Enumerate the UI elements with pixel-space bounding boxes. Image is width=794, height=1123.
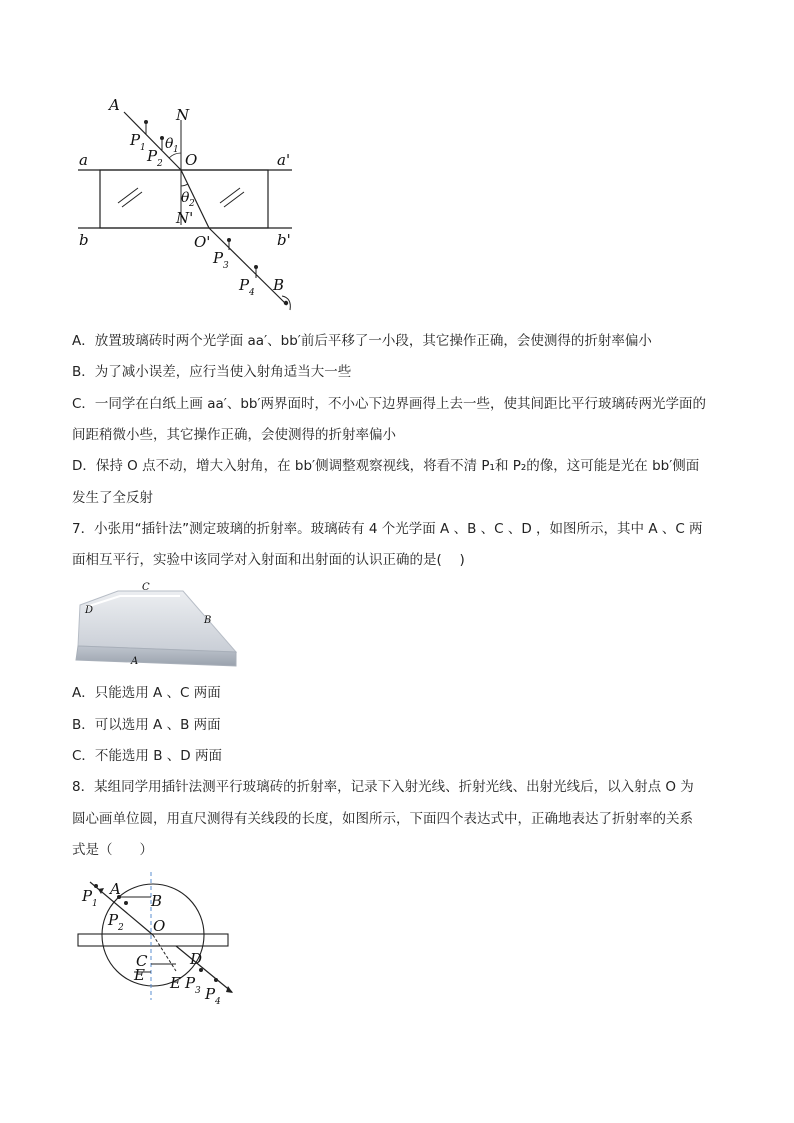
label-B: B xyxy=(204,615,212,626)
label-b-prime: b' xyxy=(277,231,291,249)
label-P2: P xyxy=(108,911,119,929)
svg-text:2: 2 xyxy=(118,923,124,933)
label-a: a xyxy=(79,151,88,169)
q8-stem-line2: 圆心画单位圆，用直尺测得有关线段的长度，如图所示，下面四个表达式中，正确地表达了折射率的关系 xyxy=(72,811,693,827)
label-D: D xyxy=(85,605,94,616)
label-O: O xyxy=(185,151,198,169)
label-C: C xyxy=(136,952,148,970)
figure-unit-circle-refraction xyxy=(75,868,250,1008)
svg-text:3: 3 xyxy=(195,986,201,996)
svg-text:4: 4 xyxy=(249,288,255,298)
option-a: A．放置玻璃砖时两个光学面 aa′、bb′前后平移了一小段，其它操作正确，会使测得的折射率偏小 xyxy=(72,333,652,349)
label-E-left: E xyxy=(134,966,145,984)
figure-trapezoid-glass-block xyxy=(72,578,247,673)
option-c-line1: C．一同学在白纸上画 aa′、bb′两界面时，不小心下边界画得上去一些，使其间距比平行玻璃砖两光学面的 xyxy=(72,396,707,412)
label-E: E xyxy=(170,974,181,992)
label-b: b xyxy=(79,231,89,249)
option-c-line2: 间距稍微小些，其它操作正确，会使测得的折射率偏小 xyxy=(72,427,396,443)
label-O-prime: O' xyxy=(194,233,211,251)
label-C: C xyxy=(142,582,150,593)
figure-parallel-glass-refraction xyxy=(70,95,310,320)
label-theta1: θ xyxy=(165,136,174,152)
q7-stem-line1: 7．小张用“插针法”测定玻璃的折射率。玻璃砖有 4 个光学面 A 、B 、C 、D ，如图所示，其中 A 、C 两 xyxy=(72,521,703,537)
option-b: B．为了减小误差，应行当使入射角适当大一些 xyxy=(72,364,352,380)
label-P3: P xyxy=(213,249,224,267)
label-N: N xyxy=(176,106,190,124)
label-D: D xyxy=(190,950,203,968)
label-theta2: θ xyxy=(181,190,190,206)
label-O: O xyxy=(153,917,166,935)
q7-stem-line2: 面相互平行，实验中该同学对入射面和出射面的认识正确的是( ) xyxy=(72,552,465,568)
option-d-line1: D．保持 O 点不动，增大入射角，在 bb′侧调整观察视线，将看不清 P₁和 P₂的像，这可能是光在 bb′侧面 xyxy=(72,458,700,474)
q7-option-c: C．不能选用 B 、D 两面 xyxy=(72,748,222,764)
svg-text:1: 1 xyxy=(140,143,146,153)
svg-text:2: 2 xyxy=(157,159,163,169)
label-A: A xyxy=(131,656,139,667)
label-P4: P xyxy=(205,985,216,1003)
svg-text:3: 3 xyxy=(223,261,229,271)
label-P3: P xyxy=(185,974,196,992)
label-A: A xyxy=(109,96,120,114)
label-N-prime: N' xyxy=(176,209,194,227)
label-P1: P xyxy=(82,887,93,905)
label-P2: P xyxy=(147,147,158,165)
q8-stem-line3: 式是（ ） xyxy=(72,842,153,858)
svg-text:1: 1 xyxy=(92,899,98,909)
label-P1: P xyxy=(130,131,141,149)
q8-stem-line1: 8．某组同学用插针法测平行玻璃砖的折射率，记录下入射光线、折射光线、出射光线后，以入射点 O 为 xyxy=(72,779,694,795)
svg-text:4: 4 xyxy=(215,997,221,1007)
q7-option-b: B．可以选用 A 、B 两面 xyxy=(72,717,221,733)
label-a-prime: a' xyxy=(277,151,291,169)
eye-icon xyxy=(282,296,290,310)
label-B: B xyxy=(151,892,163,910)
svg-text:1: 1 xyxy=(173,145,179,155)
label-P4: P xyxy=(239,276,250,294)
q7-option-a: A．只能选用 A 、C 两面 xyxy=(72,685,221,701)
label-A: A xyxy=(110,880,121,898)
option-d-line2: 发生了全反射 xyxy=(72,490,153,506)
label-B: B xyxy=(273,276,285,294)
svg-text:2: 2 xyxy=(189,199,195,209)
